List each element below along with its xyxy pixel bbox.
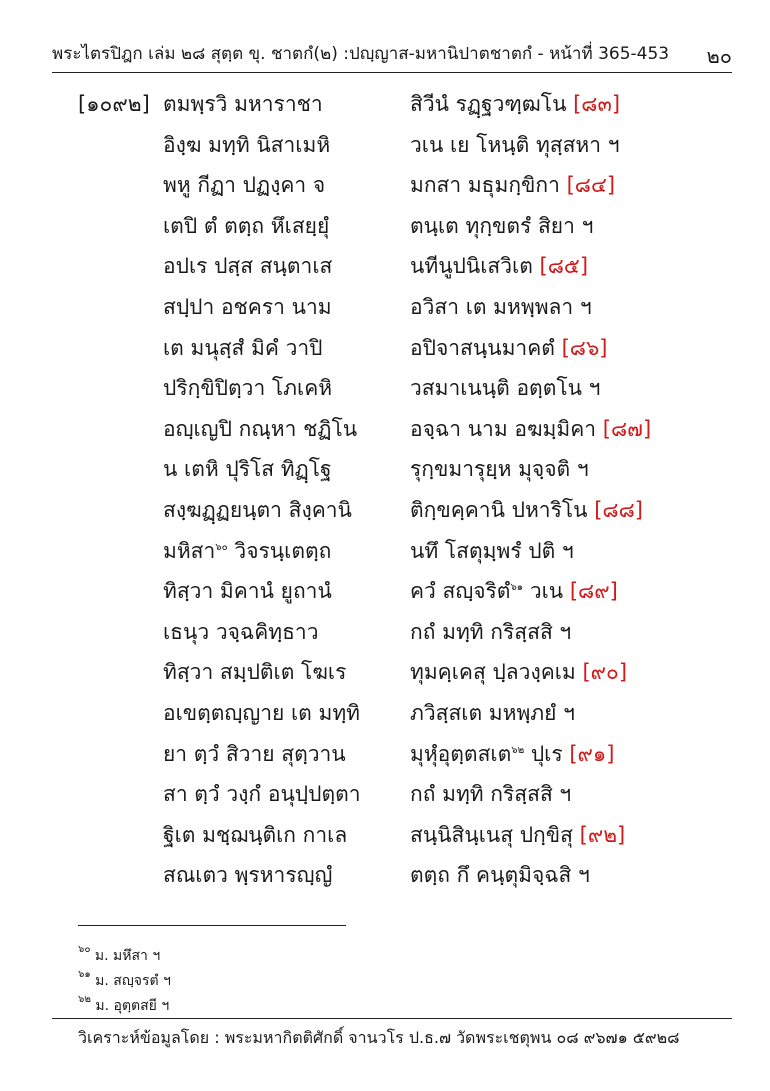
footnote-marker: ๖๑: [510, 582, 524, 594]
verse-reference: [๘๓]: [573, 92, 621, 116]
verse-second-half: [410, 697, 575, 730]
verse-first-half: [163, 169, 325, 202]
verse-text: มุหุํอุตฺตสเต: [410, 741, 512, 766]
verse-text: ปริกฺขิปิตฺวา โภเคหิ: [163, 376, 333, 401]
verse-first-half: [163, 819, 347, 852]
footnote: [78, 942, 171, 967]
verse-text: อิงฺฆ มทฺทิ นิสาเมหิ: [163, 132, 331, 157]
footnotes: [78, 942, 171, 1017]
verse-text: กถํ มทฺทิ กริสฺสสิ ฯ: [410, 782, 572, 807]
verse-first-half: [163, 859, 332, 892]
verse-text: สงฺฆฏฺฏยนฺตา สิงฺคานิ: [163, 497, 352, 522]
verse-reference: [๙๑]: [569, 741, 615, 766]
footnote: [78, 967, 171, 992]
verse-second-half: [410, 535, 574, 568]
footnote-rule: [78, 925, 346, 926]
verse-text: ตตฺถ กึ คนฺตุมิจฺฉสิ ฯ: [410, 863, 590, 888]
verse-second-half: [410, 169, 615, 202]
verse-text: สณเตว พฺรหารญฺญํ: [163, 863, 333, 888]
verse-first-half: [163, 697, 360, 730]
footnote-marker: ๖๐: [215, 541, 228, 553]
verse-second-half: [410, 332, 608, 365]
page-footer: วิเคราะห์ข้อมูลโดย : พระมหากิตติศักดิ์ จานวโร ป.ธ.๗ วัดพระเชตุพน ๐๘ ๙๖๗๑ ๕๙๒๘: [78, 1028, 680, 1047]
verse-first-half: [163, 291, 332, 324]
footnote-marker: ๖๒: [511, 744, 525, 756]
verse-first-half: [163, 129, 330, 162]
verse-text: นทึ โสตุมฺพรํ ปติ ฯ: [410, 538, 574, 563]
verse-second-half: [410, 210, 593, 243]
verse-second-half: [410, 250, 588, 283]
verse-reference: [๘๘]: [594, 497, 643, 522]
verse-line: [0, 535, 770, 576]
verse-text: วเน เย โหนฺติ ทุสฺสหา ฯ: [410, 132, 620, 157]
verse-line: [0, 453, 770, 494]
verse-reference: [๙๒]: [579, 822, 626, 847]
verse-text: วสมาเนนฺติ อตฺตโน ฯ: [410, 376, 601, 401]
verse-line: [0, 129, 770, 170]
verse-text: วเน: [523, 579, 570, 604]
verse-line: [0, 250, 770, 291]
verse-line: [0, 88, 770, 129]
verse-text: อวิสา เต มหพฺพลา ฯ: [410, 294, 592, 319]
verse-line: [0, 616, 770, 657]
footnote-number: ๖๑: [78, 969, 91, 980]
verse-text: มกสา มธุมกฺขิกา: [410, 173, 567, 198]
verse-second-half: [410, 738, 614, 771]
verse-text: ฐิเต มชฺฌนฺติเก กาเล: [163, 822, 348, 847]
verse-first-half: [163, 778, 361, 811]
verse-second-half: [410, 656, 627, 689]
verse-first-half: [163, 575, 332, 608]
verse-text: อจฺฉา นาม อฆมฺมิคา: [410, 416, 603, 441]
verse-line: [0, 738, 770, 779]
verse-number: [๑๐๙๒]: [78, 92, 150, 116]
verse-text: ตนฺเต ทุกฺขตรํ สิยา ฯ: [410, 213, 594, 238]
verse-second-half: [410, 616, 571, 649]
footnote-text: ม. มหึสา ฯ: [90, 948, 161, 964]
verse-first-half: [163, 535, 331, 568]
verse-text: เตปิ ตํ ตตฺถ หึเสยฺยุํ: [163, 213, 330, 238]
verse-text: กถํ มทฺทิ กริสฺสสิ ฯ: [410, 619, 572, 644]
verse-reference: [๘๕]: [539, 254, 589, 279]
verse-line: [0, 697, 770, 738]
verse-second-half: [410, 129, 620, 162]
verse-first-half: [163, 453, 332, 486]
verse-text: รุกฺขมารุยฺห มุจฺจติ ฯ: [410, 457, 589, 482]
verse-line: [0, 494, 770, 535]
verse-text: ตมพฺรวิ มหาราชา: [163, 92, 323, 116]
verse-text: อปเร ปสฺส สนฺตาเส: [163, 254, 333, 279]
verse-line: [0, 859, 770, 900]
verse-first-half: [163, 88, 323, 121]
verse-text: ติกฺขคฺคานิ ปหาริโน: [410, 497, 595, 522]
verse-first-half: [163, 738, 346, 771]
verse-first-half: [163, 616, 319, 649]
header-title: พระไตรปิฎก เล่ม ๒๘ สุตฺต ขุ. ชาตกํ(๒) :ปญฺญาส-มหานิปาตชาตกํ - หน้าที่ 365-453: [52, 44, 670, 64]
footnote: [78, 992, 171, 1017]
verse-reference: [๙๐]: [582, 660, 628, 685]
footnote-number: ๖๐: [78, 944, 91, 955]
footer-rule: [52, 1018, 732, 1019]
verse-line: [0, 332, 770, 373]
verse-text: ทิสฺวา มิคานํ ยูถานํ: [163, 579, 332, 604]
verse-text: สปฺปา อชครา นาม: [163, 294, 332, 319]
footnote-number: ๖๒: [78, 994, 91, 1005]
verse-second-half: [410, 575, 618, 608]
verse-second-half: [410, 778, 571, 811]
verse-second-half: [410, 291, 592, 324]
page-number: ๒๐: [706, 44, 732, 68]
verse-text: ยา ตฺวํ สิวาย สุตฺวาน: [163, 741, 346, 766]
verse-text: อเขตฺตญฺญาย เต มทฺทิ: [163, 700, 360, 725]
verse-first-half: [163, 332, 322, 365]
verse-reference: [๘๖]: [561, 335, 608, 360]
verse-text: อญฺเญปิ กณฺหา ชฏิโน: [163, 416, 358, 441]
verse-reference: [๘๔]: [566, 173, 616, 198]
verse-line: [0, 210, 770, 251]
verse-text: ควํ สญฺจริตํ: [410, 579, 511, 604]
verse-second-half: [410, 494, 643, 527]
verse-first-half: [163, 250, 332, 283]
verse-text: ทิสฺวา สมฺปติเต โฆเร: [163, 660, 347, 685]
verse-text: พหู กีฏา ปฏงฺคา จ: [163, 173, 326, 198]
header-rule: [52, 72, 732, 73]
verse-line: [0, 372, 770, 413]
verse-text: อปิจาสนฺนมาคตํ: [410, 335, 562, 360]
verse-text: สิวีนํ รฏฺฐวฑฺฒโน: [410, 92, 574, 116]
verse-reference: [๘๗]: [602, 416, 652, 441]
verse-line: [0, 291, 770, 332]
footnote-text: ม. อุตฺตสยี ฯ: [90, 998, 170, 1014]
verse-second-half: [410, 453, 589, 486]
verse-reference: [๘๙]: [569, 579, 618, 604]
verse-text: นทีนูปนิเสวิเต: [410, 254, 540, 279]
verse-first-half: [163, 413, 357, 446]
verse-text: น เตหิ ปุริโส ทิฏฺโฐ: [163, 457, 332, 482]
verse-text: ทุมคฺเคสุ ปฺลวงฺคเม: [410, 660, 583, 685]
verse-lines: [0, 88, 770, 900]
verse-line: [0, 656, 770, 697]
verse-second-half: [410, 372, 600, 405]
verse-first-half: [163, 656, 346, 689]
verse-line: [0, 413, 770, 454]
page-header: [52, 38, 732, 66]
verse-line: [0, 819, 770, 860]
verse-text: ภวิสฺสเต มหพฺภยํ ฯ: [410, 700, 575, 725]
verse-text: เธนุว วจฺฉคิทฺธาว: [163, 619, 319, 644]
verse-second-half: [410, 859, 590, 892]
verse-text: ปุเร: [524, 741, 570, 766]
footnote-text: ม. สญฺจรตํ ฯ: [90, 973, 171, 989]
verse-text: เต มนุสฺสํ มิคํ วาปิ: [163, 335, 323, 360]
verse-first-half: [163, 494, 352, 527]
verse-first-half: [163, 210, 329, 243]
verse-second-half: [410, 88, 620, 121]
verse-line: [0, 778, 770, 819]
verse-line: [0, 575, 770, 616]
verse-text: มหิสา: [163, 538, 216, 563]
verse-text: วิจรนฺเตตฺถ: [227, 538, 332, 563]
verse-second-half: [410, 819, 625, 852]
verse-text: สนฺนิสินฺเนสุ ปกฺขิสุ: [410, 822, 580, 847]
verse-first-half: [163, 372, 332, 405]
verse-second-half: [410, 413, 651, 446]
verse-text: สา ตฺวํ วงฺกํ อนุปฺปตฺตา: [163, 782, 361, 807]
verse-line: [0, 169, 770, 210]
